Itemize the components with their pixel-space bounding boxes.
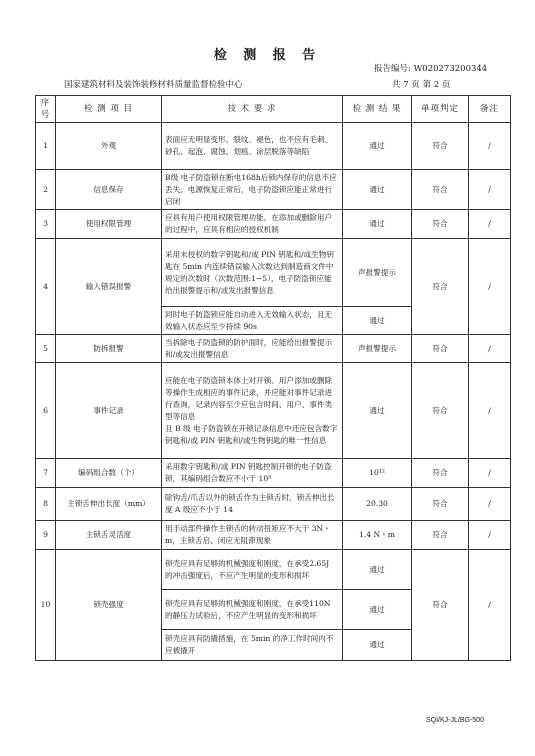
row-requirement: 锁壳应具有足够的机械强度和刚度，在承受2.65J 的冲击强度后，不应产生明显的变形和损坏 [162,550,343,590]
row-requirement: 除钩舌/爪舌以外的锁舌作为主锁舌时，锁舌伸出长度 A 级应不小于 14 [162,488,343,521]
row-requirement: 表面应无明显变形、裂纹、褪色，也不应有毛刺、砂孔、起泡、腐蚀、划痕、涂层脱落等缺陷 [162,123,343,170]
table-row [36,239,511,307]
table-row [36,488,511,521]
col-header-item: 检 测 项 目 [56,96,162,123]
row-note: / [469,521,511,550]
row-note: / [469,123,511,170]
col-header-verdict: 单项判定 [412,96,469,123]
row-verdict: 符合 [412,488,469,521]
row-result: 通过 [343,210,412,239]
row-verdict: 符合 [412,521,469,550]
row-item: 编码组合数（个） [56,459,162,488]
row-item: 主锁舌灵活度 [56,521,162,550]
row-item: 锁壳强度 [56,550,162,661]
col-header-no: 序号 [36,96,56,123]
row-requirement: 锁壳应具有防撬措施，在 5min 的净工作时间内不应被撬开 [162,630,343,661]
report-number: 报告编号: W020273200344 [374,64,488,74]
row-requirement: 锁壳应具有足够的机械强度和刚度，在承受110N 的静压力试验后，不应产生明显的变形和损坏 [162,590,343,630]
table-row [36,550,511,590]
row-verdict: 符合 [412,170,469,210]
row-note: / [469,170,511,210]
row-item: 信息保存 [56,170,162,210]
row-no: 3 [36,210,56,239]
row-result: 通过 [343,590,412,630]
col-header-result: 检 测 结 果 [343,96,412,123]
form-code: SQI/KJ-JL/BG-500 [426,717,484,724]
row-result: 10¹² [343,459,412,488]
row-result: 通过 [343,307,412,335]
row-no: 8 [36,488,56,521]
row-requirement: 用手动部件操作主锁舌的转动扭矩应不大于 3N・m，主锁舌启、闭应无阻滞现象 [162,521,343,550]
row-result: 通过 [343,630,412,661]
row-note: / [469,335,511,363]
row-no: 10 [36,550,56,661]
row-requirement: 采用数字钥匙和/或 PIN 钥匙控制开锁的电子防盗锁，其编码组合数应不小于 10⁵ [162,459,343,488]
row-result: 1.4 N・m [343,521,412,550]
row-requirement: 当拆除电子防盗锁的防护面时，应能给出报警提示和/或发出报警信息 [162,335,343,363]
report-title: 检 测 报 告 [213,48,322,63]
row-note: / [469,239,511,335]
row-result: 通过 [343,550,412,590]
row-note: / [469,210,511,239]
row-item: 外观 [56,123,162,170]
row-requirement: 应具有用户使用权限管理功能，在添加或删除用户的过程中，应具有相应的授权机制 [162,210,343,239]
inspection-table [35,95,511,661]
row-requirement: 同时电子防盗锁应能自动进入无效输入状态，且无效输入状态应至少持续 90s [162,307,343,335]
row-note: / [469,488,511,521]
row-item: 使用权限管理 [56,210,162,239]
row-verdict: 符合 [412,550,469,661]
issuing-center: 国家建筑材料及装饰装修材料质量监督检验中心 [64,80,243,90]
row-no: 9 [36,521,56,550]
row-requirement: B级 电子防盗锁在断电168h后锁内保存的信息不应丢失。电源恢复正常后，电子防盗锁应能正常进行启闭 [162,170,343,210]
row-no: 7 [36,459,56,488]
table-header-row [36,96,511,123]
row-result: 通过 [343,123,412,170]
table-row [36,170,511,210]
row-verdict: 符合 [412,459,469,488]
row-verdict: 符合 [412,210,469,239]
row-requirement: 应能在电子防盗锁本体上对开锁、用户添加或删除等操作生成相应的事件记录，并应能对事件记录进行查询，记录内容至少应包含时间、用户、事件类型等信息 且 B 级 电子防盗锁在开锁记录信息中还应包含数字钥匙和/或 PIN 钥匙和/或生物钥匙的唯一性信息 [162,363,343,459]
col-header-note: 备注 [469,96,511,123]
row-result: 通过 [343,170,412,210]
row-result: 20.30 [343,488,412,521]
row-no: 4 [36,239,56,335]
table-row [36,363,511,459]
row-result: 声报警提示 [343,335,412,363]
table-row [36,123,511,170]
table-row [36,521,511,550]
row-verdict: 符合 [412,363,469,459]
row-item: 事件记录 [56,363,162,459]
row-no: 2 [36,170,56,210]
row-item: 输入错误报警 [56,239,162,335]
row-item: 防拆报警 [56,335,162,363]
row-verdict: 符合 [412,239,469,335]
row-verdict: 符合 [412,123,469,170]
row-result: 声报警提示 [343,239,412,307]
row-result: 通过 [343,363,412,459]
row-item: 主锁舌伸出长度（mm） [56,488,162,521]
row-no: 1 [36,123,56,170]
row-no: 5 [36,335,56,363]
row-note: / [469,363,511,459]
table-row [36,459,511,488]
table-row [36,210,511,239]
row-requirement: 采用未授权的数字钥匙和/或 PIN 钥匙和/或生物钥匙在 5min 内连续错误输入次数达到制造商文件中规定的次数时（次数范围:1~5），电子防盗锁应能给出报警提示和/或发出报警信息 [162,239,343,307]
row-note: / [469,459,511,488]
row-no: 6 [36,363,56,459]
row-note: / [469,550,511,661]
row-verdict: 符合 [412,335,469,363]
col-header-requirement: 技 术 要 求 [162,96,343,123]
table-row [36,335,511,363]
page-indicator: 共 7 页 第 2 页 [392,80,451,90]
